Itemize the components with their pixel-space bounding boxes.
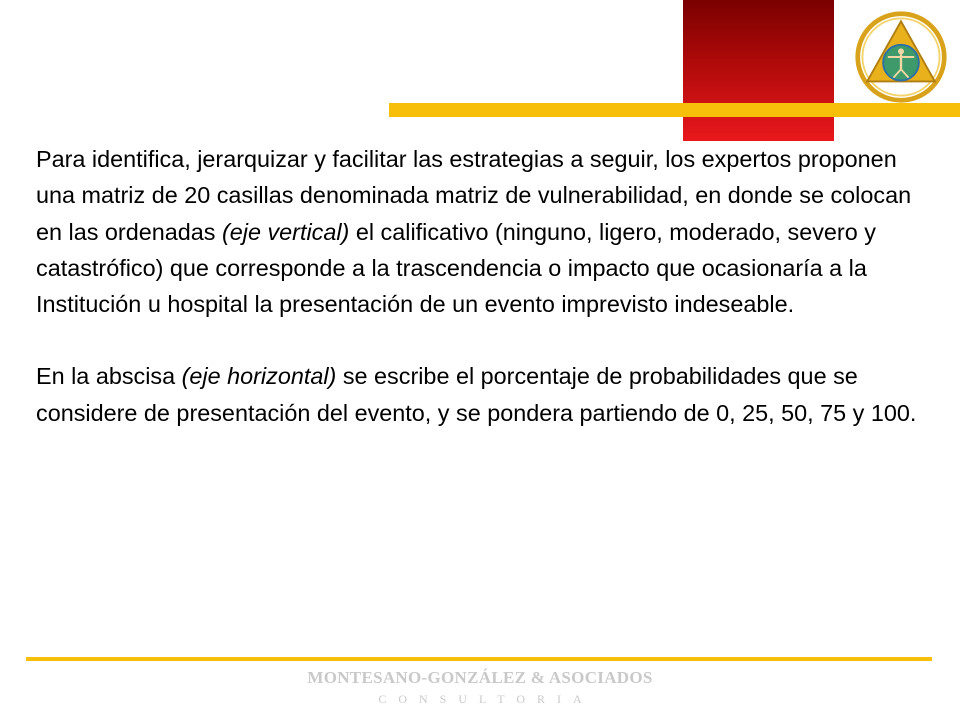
paragraph-1-text-b: el calificativo (ninguno, ligero, moderado, severo y catastrófico) que corresponde a la trascendencia o impacto que ocasionaría a la Institución u hospital la presentación de un evento imprevisto indeseable. <box>36 218 876 318</box>
paragraph-horizontal-axis <box>36 358 936 431</box>
paragraph-2-italic: (eje horizontal) <box>181 363 337 390</box>
paragraph-2-text-a: En la abscisa <box>36 363 182 390</box>
footer-gold-bar <box>26 657 932 661</box>
paragraph-1-text-a: Para identifica, jerarquizar y facilitar las estrategias a seguir, los expertos proponen una matriz de 20 casillas denominada matriz de vulnerabilidad, en donde se colocan en las ordenadas <box>36 146 912 245</box>
slide-body <box>36 141 936 431</box>
header-gold-bar <box>389 103 960 117</box>
paragraph-1-italic: (eje vertical) <box>221 218 350 245</box>
header-red-block <box>683 0 834 141</box>
vitruvian-logo-icon <box>854 10 948 104</box>
paragraph-2-text-b: se escribe el porcentaje de probabilidades que se considere de presentación del evento, y se pondera partiendo de 0, 25, 50, 75 y 100. <box>36 363 917 426</box>
footer-company-subtitle: CONSULTORIA <box>378 692 594 706</box>
footer-company-name: MONTESANO-GONZÁLEZ & ASOCIADOS <box>307 668 653 687</box>
paragraph-spacer <box>36 322 936 358</box>
paragraph-vertical-axis <box>36 141 936 322</box>
